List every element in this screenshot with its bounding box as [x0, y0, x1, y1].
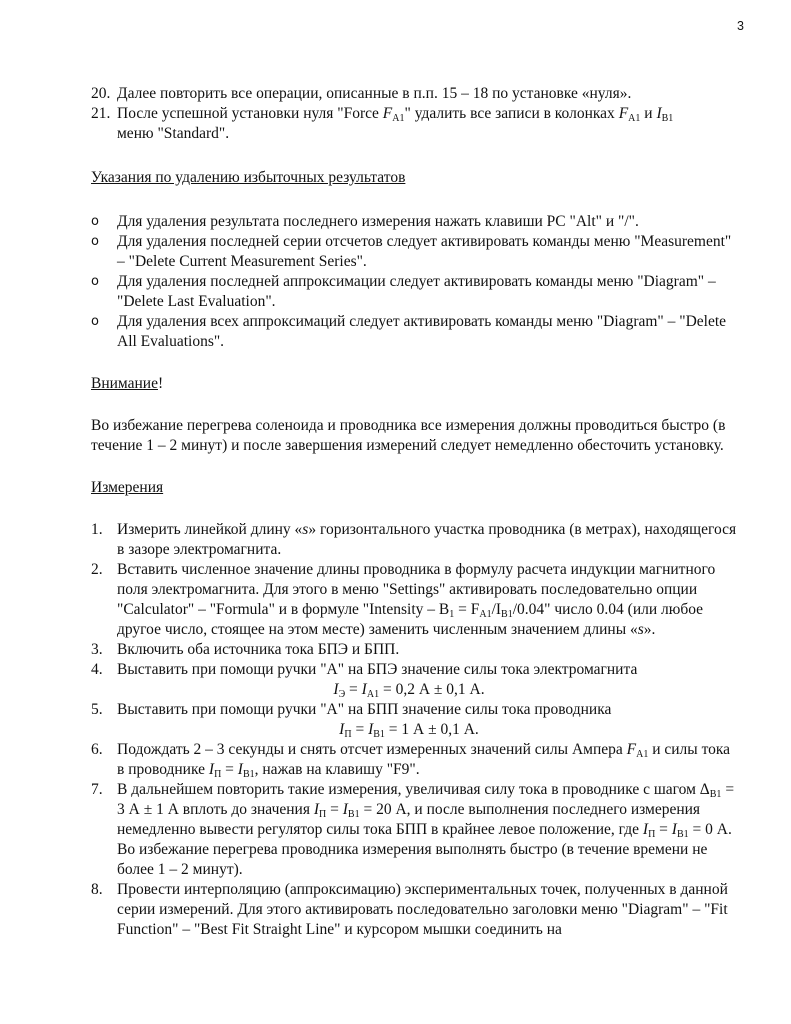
measurement-steps [91, 520, 741, 940]
equation: $I_Э = I_{A1} = 0,2$ А ± 0,1 А. [333, 681, 485, 700]
list-item [91, 84, 741, 104]
item-number: 2. [91, 561, 103, 578]
bullet-circle-icon: o [91, 274, 99, 289]
warning-heading: Внимание! [91, 375, 164, 392]
item-text: После успешной установки нуля "Force $F_{A1}$" удалить все записи в колонках $F_{A1}$ и $I_{B1}$ меню "Standard". [117, 105, 674, 142]
list-item: o Для удаления всех аппроксимаций следует активировать команды меню "Diagram" – "Delete All Evaluations". [91, 313, 727, 350]
equation: $I_П = I_{B1} = 1$ А ± 0,1 А. [339, 721, 479, 740]
deletion-heading: Указания по удалению избыточных результатов [91, 169, 406, 186]
item-number: 4. [91, 661, 103, 678]
top-numbered-list [91, 84, 741, 144]
list-item: 8. Провести интерполяцию (аппроксимацию) экспериментальных точек, полученных в данной серии измерений. Для этого активировать последовательно заголовки меню "Diagram" – "Fit Function" – "Best Fit Straight Line" и курсором мышки соединить на [91, 881, 728, 938]
item-text: Далее повторить все операции, описанные в п.п. 15 – 18 по установке «нуля». [117, 85, 632, 102]
list-item: 6. Подождать 2 – 3 секунды и снять отсчет измеренных значений силы Ампера $F_{A1}$ и силы тока в проводнике $I_П = I_{B1}$, нажав на клавишу "F9". [91, 741, 731, 780]
item-number: 3. [91, 641, 103, 658]
document-body [91, 84, 741, 940]
item-number: 1. [91, 521, 103, 538]
item-number: 6. [91, 741, 103, 758]
list-item [91, 104, 741, 144]
list-item: o Для удаления последней аппроксимации следует активировать команды меню "Diagram" – "Delete Last Evaluation". [91, 273, 716, 310]
item-number: 20. [91, 85, 111, 102]
bullet-circle-icon: o [91, 214, 99, 229]
measurements-heading: Измерения [91, 479, 164, 496]
deletion-list [91, 212, 741, 352]
item-number: 5. [91, 701, 103, 718]
bullet-circle-icon: o [91, 234, 99, 249]
list-item: o Для удаления последней серии отсчетов следует активировать команды меню "Measurement" – "Delete Current Measurement Series". [91, 233, 732, 270]
list-item: 2. Вставить численное значение длины проводника в формулу расчета индукции магнитного поля электромагнита. Для этого в меню "Settings" активировать последовательно опции "Calculator" – "Formula" и в формуле "Intensity – $B_1 = F_{A1}/I_{B1}/0.04$" число 0.04 (или любое другое число, стоящее на этом месте) заменить численным значением длины «s». [91, 561, 716, 638]
list-item: o Для удаления результата последнего измерения нажать клавиши PC "Alt" и "/". [91, 213, 639, 230]
page-number: 3 [737, 19, 744, 33]
item-number: 7. [91, 781, 103, 798]
item-number: 8. [91, 881, 103, 898]
list-item: 4. Выставить при помощи ручки "А" на БПЭ значение силы тока электромагнита $I_Э = I_{A1} = 0,2$ А ± 0,1 А. [91, 660, 741, 700]
list-item: 5. Выставить при помощи ручки "А" на БПП значение силы тока проводника $I_П = I_{B1} = 1$ А ± 0,1 А. [91, 700, 741, 740]
bullet-circle-icon: o [91, 314, 99, 329]
warning-text: Во избежание перегрева соленоида и проводника все измерения должны проводиться быстро (в течение 1 – 2 минут) и после завершения измерений следует немедленно обесточить установку. [91, 417, 726, 454]
list-item: 7. В дальнейшем повторить такие измерения, увеличивая силу тока в проводнике с шагом $\Delta_{B1} = 3$ А ± 1 А вплоть до значения $I_П = I_{B1} = 20$ А, и после выполнения последнего измерения немедленно вывести регулятор силы тока БПП в крайнее левое положение, где $I_П = I_{B1} = 0$ А. Во избежание перегрева проводника измерения выполнять быстро (в течение времени не более 1 – 2 минут). [91, 781, 735, 878]
list-item: 3. Включить оба источника тока БПЭ и БПП. [91, 641, 400, 658]
list-item: 1. Измерить линейкой длину «s» горизонтального участка проводника (в метрах), находящегося в зазоре электромагнита. [91, 521, 737, 558]
item-number: 21. [91, 105, 111, 122]
